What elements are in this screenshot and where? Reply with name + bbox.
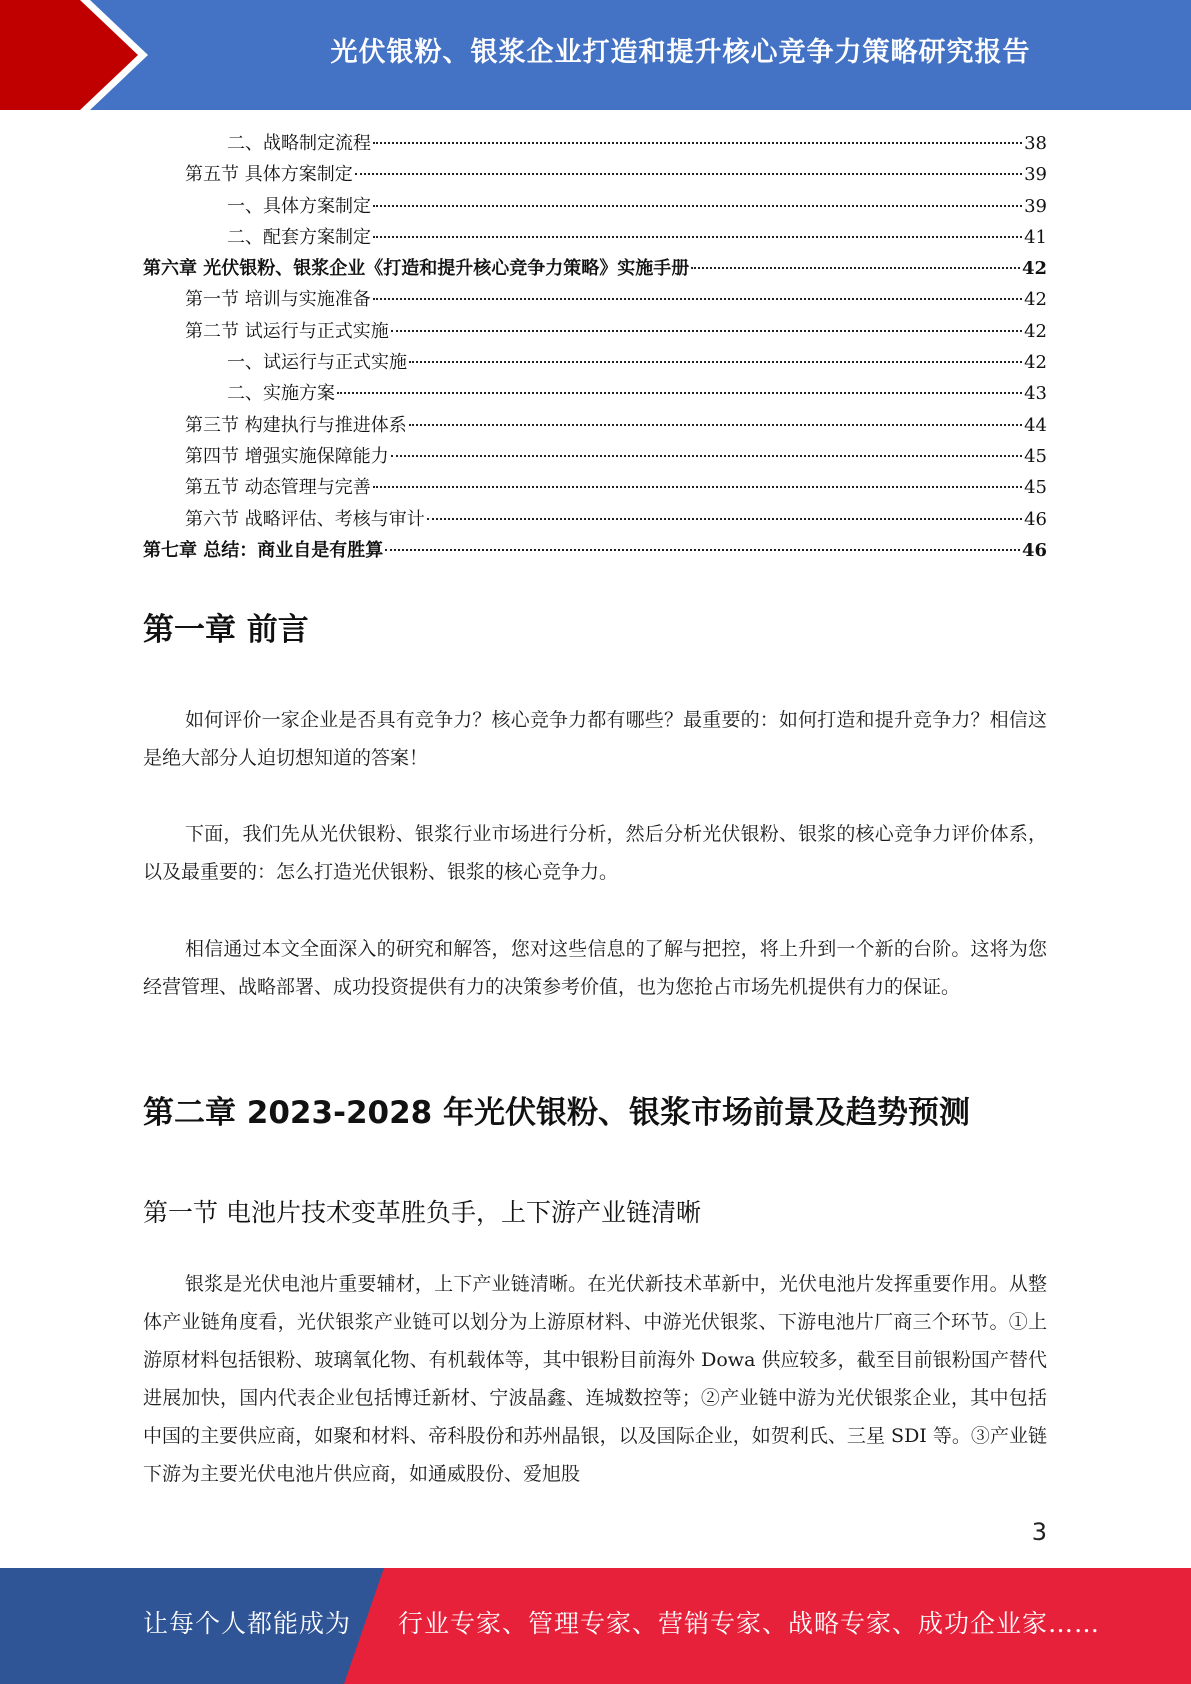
toc-entry[interactable] xyxy=(143,316,1047,347)
toc-entry-title: 二、战略制定流程 xyxy=(227,133,371,154)
toc-entry[interactable] xyxy=(143,191,1047,222)
toc-entry[interactable] xyxy=(143,504,1047,535)
toc-entry[interactable] xyxy=(143,253,1047,284)
toc-entry-page: 43 xyxy=(1024,383,1047,405)
toc-entry-title: 一、试运行与正式实施 xyxy=(227,352,407,374)
toc-dot-leader xyxy=(355,173,1022,175)
footer-slogan-left: 让每个人都能成为 xyxy=(143,1609,352,1638)
toc-dot-leader xyxy=(373,298,1022,300)
toc-entry-page: 38 xyxy=(1024,133,1047,154)
toc-entry[interactable] xyxy=(143,410,1047,441)
chapter-2-heading: 第二章 2023-2028 年光伏银粉、银浆市场前景及趋势预测 xyxy=(143,1095,971,1131)
toc-entry-title: 二、配套方案制定 xyxy=(227,226,371,248)
toc-entry-title: 第一节 培训与实施准备 xyxy=(185,289,371,311)
chapter-1-paragraph-1: 如何评价一家企业是否具有竞争力？核心竞争力都有哪些？最重要的：如何打造和提升竞争力？相信这是绝大部分人迫切想知道的答案！ xyxy=(143,709,1047,769)
chapter-1-paragraph-3: 相信通过本文全面深入的研究和解答，您对这些信息的了解与把控，将上升到一个新的台阶。这将为您经营管理、战略部署、成功投资提供有力的决策参考价值，也为您抢占市场先机提供有力的保证。 xyxy=(143,938,1047,998)
toc-entry[interactable] xyxy=(143,441,1047,472)
toc-dot-leader xyxy=(385,549,1020,551)
toc-dot-leader xyxy=(373,205,1022,207)
toc-entry-title: 二、实施方案 xyxy=(227,383,335,405)
toc-entry-title: 第五节 动态管理与完善 xyxy=(185,477,371,499)
toc-entry-page: 44 xyxy=(1024,414,1047,436)
table-of-contents xyxy=(143,128,1047,566)
page-footer xyxy=(0,1568,1191,1684)
page-number: 3 xyxy=(1031,1518,1047,1546)
toc-entry-page: 39 xyxy=(1024,164,1047,186)
toc-entry-page: 46 xyxy=(1021,539,1047,561)
toc-entry-page: 42 xyxy=(1024,289,1047,311)
toc-entry[interactable] xyxy=(143,222,1047,253)
toc-entry-page: 41 xyxy=(1024,226,1047,248)
toc-entry-title: 第四节 增强实施保障能力 xyxy=(185,445,389,467)
toc-entry-title: 第五节 具体方案制定 xyxy=(185,164,353,186)
toc-entry-title: 一、具体方案制定 xyxy=(227,195,371,217)
section-1-heading: 第一节 电池片技术变革胜负手，上下游产业链清晰 xyxy=(143,1198,701,1227)
toc-dot-leader xyxy=(409,424,1022,426)
toc-dot-leader xyxy=(391,455,1022,457)
toc-entry[interactable] xyxy=(143,159,1047,190)
toc-entry-page: 45 xyxy=(1024,445,1047,467)
footer-slogan-right: 行业专家、管理专家、营销专家、战略专家、成功企业家…… xyxy=(398,1609,1101,1638)
toc-entry[interactable] xyxy=(143,128,1047,159)
toc-entry[interactable] xyxy=(143,472,1047,503)
toc-dot-leader xyxy=(373,236,1022,238)
toc-entry-page: 42 xyxy=(1024,320,1047,342)
toc-entry-title: 第二节 试运行与正式实施 xyxy=(185,320,389,342)
toc-entry-page: 45 xyxy=(1024,477,1047,499)
toc-entry-page: 42 xyxy=(1024,352,1047,374)
toc-entry-title: 第七章 总结：商业自是有胜算 xyxy=(143,539,384,561)
toc-entry[interactable] xyxy=(143,535,1047,566)
toc-entry-title: 第三节 构建执行与推进体系 xyxy=(185,414,407,436)
toc-entry-page: 39 xyxy=(1024,195,1047,217)
toc-entry[interactable] xyxy=(143,378,1047,409)
toc-entry[interactable] xyxy=(143,347,1047,378)
toc-dot-leader xyxy=(373,142,1022,144)
toc-entry-page: 42 xyxy=(1021,258,1047,280)
toc-dot-leader xyxy=(409,361,1022,363)
chapter-1-paragraph-2: 下面，我们先从光伏银粉、银浆行业市场进行分析，然后分析光伏银粉、银浆的核心竞争力评价体系，以及最重要的：怎么打造光伏银粉、银浆的核心竞争力。 xyxy=(143,823,1047,883)
chapter-1-heading: 第一章 前言 xyxy=(143,612,309,648)
toc-dot-leader xyxy=(391,330,1022,332)
header-arrow-decoration xyxy=(0,0,160,110)
toc-dot-leader xyxy=(373,486,1022,488)
toc-dot-leader xyxy=(337,392,1022,394)
section-1-paragraph: 银浆是光伏电池片重要辅材，上下产业链清晰。在光伏新技术革新中，光伏电池片发挥重要作用。从整体产业链角度看，光伏银浆产业链可以划分为上游原材料、中游光伏银浆、下游电池片厂商三个环节。①上游原材料包括银粉、玻璃氧化物、有机载体等，其中银粉目前海外 Dowa 供应较多，截至目前银粉国产替代进展加快，国内代表企业包括博迁新材、宁波晶鑫、连城数控等；②产业链中游为光伏银浆企业，其中包括中国的主要供应商，如聚和材料、帝科股份和苏州晶银，以及国际企业，如贺利氏、三星 SDI 等。③产业链下游为主要光伏电池片供应商，如通威股份、爱旭股 xyxy=(143,1273,1047,1485)
toc-dot-leader xyxy=(691,267,1020,269)
toc-entry[interactable] xyxy=(143,284,1047,315)
page-header xyxy=(0,0,1191,110)
report-title: 光伏银粉、银浆企业打造和提升核心竞争力策略研究报告 xyxy=(330,37,1031,68)
toc-dot-leader xyxy=(427,518,1022,520)
toc-entry-page: 46 xyxy=(1024,508,1047,530)
toc-entry-title: 第六章 光伏银粉、银浆企业《打造和提升核心竞争力策略》实施手册 xyxy=(143,258,690,280)
toc-entry-title: 第六节 战略评估、考核与审计 xyxy=(185,508,425,530)
